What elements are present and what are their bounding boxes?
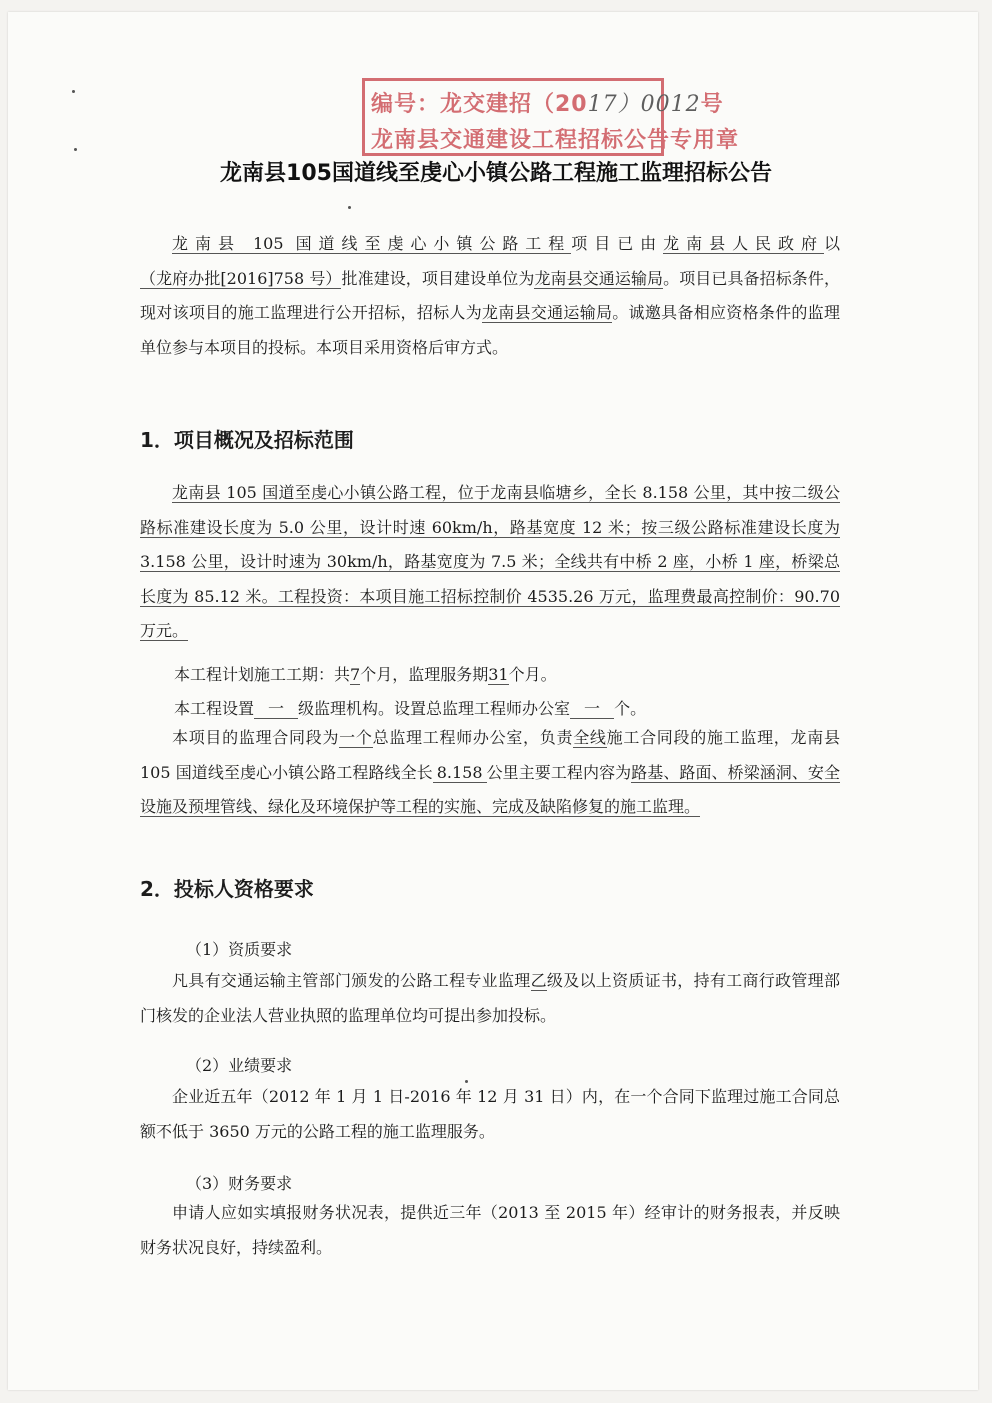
work-content: 路基、路面、桥梁涵洞、安全设施及预埋管线、绿化及环境保护等工程的实施、完成及缺陷修复的施工监理。: [140, 762, 840, 816]
finance-label: （3）财务要求: [186, 1174, 293, 1193]
scan-speck: [74, 148, 77, 151]
scan-speck: [72, 90, 75, 93]
official-seal-stamp: [362, 78, 740, 156]
intro-paragraph: 龙南县 105 国道线至虔心小镇公路工程项目已由龙南县人民政府以（龙府办批[2016]758 号）批准建设，项目建设单位为龙南县交通运输局。项目已具备招标条件，现对该项目的施工监理进行公开招标，招标人为龙南县交通运输局。诚邀具备相应资格条件的监理单位参与本项目的投标。本项目采用资格后审方式。: [140, 234, 840, 357]
stamp-serial-line: 编号：龙交建招（2017）0012号: [371, 92, 724, 117]
qualification-label: （1）资质要求: [186, 940, 293, 959]
construction-months: 7: [350, 665, 361, 684]
stamp-issuer-line: 龙南县交通建设工程招标公告专用章: [371, 128, 740, 153]
section-heading-2: 2．投标人资格要求: [140, 877, 314, 901]
supervision-level: 一: [254, 699, 298, 719]
page-title: 龙南县105国道线至虔心小镇公路工程施工监理招标公告: [220, 161, 772, 186]
finance-paragraph: 申请人应如实填报财务状况表，提供近三年（2013 至 2015 年）经审计的财务报表，并反映财务状况良好，持续盈利。: [140, 1203, 840, 1257]
service-months: 31: [488, 665, 509, 684]
project-overview-text: 龙南县 105 国道至虔心小镇公路工程，位于龙南县临塘乡，全长 8.158 公里，其中按二级公路标准建设长度为 5.0 公里，设计时速 60km/h，路基宽度 12 米；按三级公路标准建设长度为 3.158 公里，设计时速为 30km/h，路基宽度为 7.5 米；全线共有中桥 2 座，小桥 1 座，桥梁总长度为 85.12 米。工程投资：本项目施工招标控制价 4535.26 万元，监理费最高控制价：90.70 万元。: [140, 483, 840, 640]
approval-document: （龙府办批[2016]758 号）: [140, 268, 342, 288]
office-count: 一: [570, 699, 614, 719]
tenderer: 龙南县交通运输局: [481, 303, 613, 322]
supervision-setup-line: 本工程设置 一 级监理机构。设置总监理工程师办公室 一 个。: [174, 699, 647, 718]
project-overview-paragraph: [140, 476, 840, 649]
construction-period-line: 本工程计划施工工期：共7个月，监理服务期31个月。: [174, 665, 557, 684]
construction-unit: 龙南县交通运输局: [534, 268, 664, 288]
qualification-grade: 乙: [530, 971, 547, 990]
route-length: 8.158: [433, 763, 487, 783]
performance-label: （2）业绩要求: [186, 1056, 293, 1075]
scan-speck: [348, 206, 351, 209]
section-heading-1: 1．项目概况及招标范围: [140, 428, 354, 452]
qualification-paragraph: 凡具有交通运输主管部门颁发的公路工程专业监理乙级及以上资质证书，持有工商行政管理部门核发的企业法人营业执照的监理单位均可提出参加投标。: [140, 971, 840, 1025]
contract-line: 全线: [573, 728, 607, 747]
contract-scope-paragraph: 本项目的监理合同段为一个总监理工程师办公室，负责全线施工合同段的施工监理，龙南县 105 国道线至虔心小镇公路工程路线全长 8.158 公里主要工程内容为路基、路面、桥梁涵洞、安全设施及预埋管线、绿化及环境保护等工程的实施、完成及缺陷修复的施工监理。: [140, 728, 840, 816]
stamp-handwritten-number: 17）0012: [587, 92, 701, 117]
contract-office: 一个: [339, 728, 373, 747]
performance-paragraph: 企业近五年（2012 年 1 月 1 日-2016 年 12 月 31 日）内，在一个合同下监理过施工合同总额不低于 3650 万元的公路工程的施工监理服务。: [140, 1087, 840, 1141]
approving-authority: 龙南县人民政府: [663, 234, 824, 253]
project-name: 龙南县 105 国道线至虔心小镇公路工程: [172, 234, 572, 253]
